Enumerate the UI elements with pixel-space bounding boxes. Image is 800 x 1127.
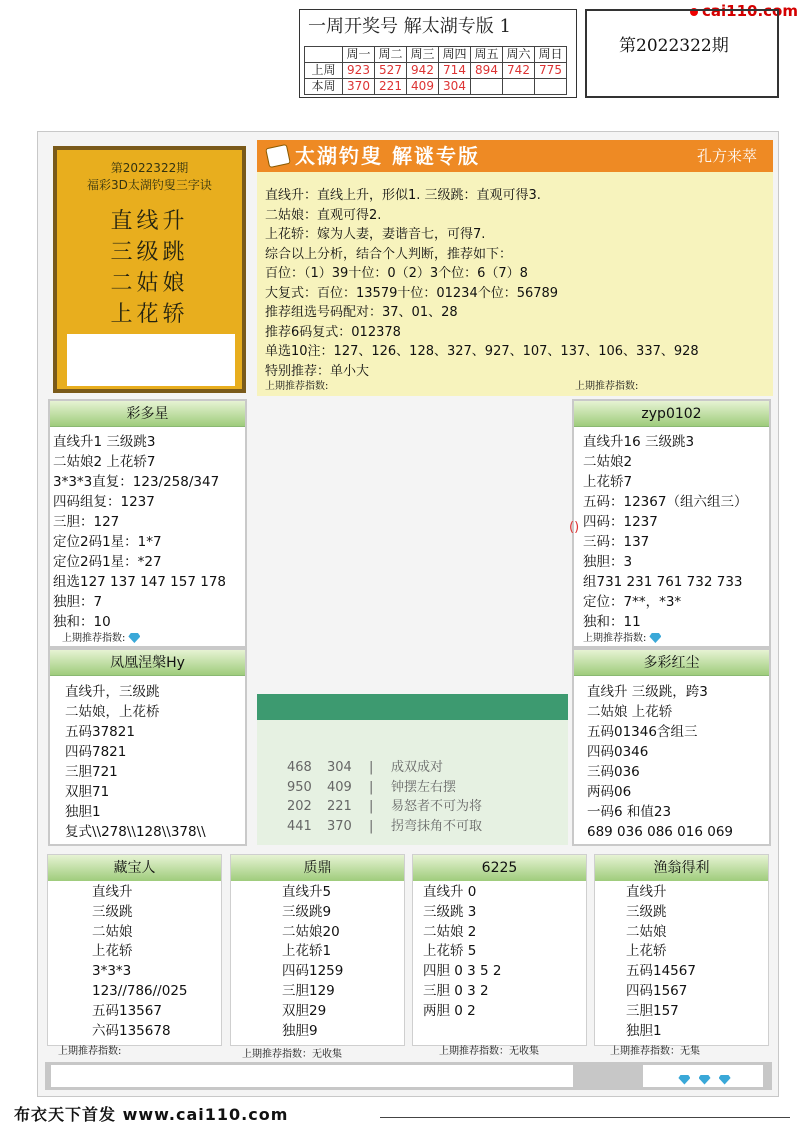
scroll-icon: [265, 144, 291, 168]
panel-line: 三码：137: [583, 534, 650, 550]
panel-line: 二姑娘 上花轿: [587, 704, 673, 720]
gold-card-line: 二姑娘: [110, 271, 189, 296]
panel-line: 直线升16 三级跳3: [583, 434, 695, 450]
main-author: 孔方来萃: [696, 147, 757, 165]
panel-line: 复式\\278\\128\\378\\: [65, 824, 206, 840]
last-week-number: 942: [407, 63, 439, 79]
main-line: 单选10注：127、126、128、327、927、107、137、106、337、928: [265, 344, 699, 359]
panel-line: 直线升: [92, 884, 133, 900]
panel-line: 直线升1 三级跳3: [53, 434, 156, 450]
panel-lines: [423, 883, 502, 1022]
panel-line: 689 036 086 016 069: [587, 824, 734, 840]
panel-lines: [626, 883, 696, 1041]
panel-note: 上期推荐指数：无收集: [242, 1049, 342, 1060]
panel-line: 独胆：3: [583, 554, 633, 570]
panel-line: 四码：1237: [583, 514, 658, 530]
panel-line: 独胆9: [282, 1022, 318, 1039]
day-header: 周一: [343, 47, 375, 63]
pair-row: 950 409 | 钟摆左右摆: [287, 779, 457, 795]
panel-line: 独胆：7: [53, 594, 103, 610]
last-week-number: 894: [471, 63, 503, 79]
panel-line: 一码6 和值23: [587, 804, 672, 820]
this-week-number: 370: [343, 79, 375, 95]
bottom-input-area: [51, 1065, 573, 1087]
panel-line: 直线升，三级跳: [65, 684, 160, 700]
gold-card-line: 三级跳: [110, 240, 189, 265]
last-week-number: 923: [343, 63, 375, 79]
panel-title: 彩多星: [50, 401, 245, 427]
panel-lines: [583, 432, 747, 632]
center-green-bar: [257, 694, 568, 720]
main-line: 上花轿：嫁为人妻，妻谐音七，可得7.: [265, 227, 486, 242]
last-week-number: 742: [503, 63, 535, 79]
main-line: 二姑娘：直观可得2.: [265, 207, 382, 223]
panel-line: 三胆129: [282, 982, 335, 999]
bottom-bar: [45, 1062, 772, 1090]
panel-lines: [53, 432, 226, 632]
weekly-draw-title: 一周开奖号 解太湖专版 1: [308, 16, 511, 37]
center-pairs-box: [257, 720, 568, 845]
weekly-draw-table: [299, 9, 577, 98]
panel-line: 四码组复：1237: [53, 494, 155, 510]
panel-line: 直线升 三级跳，跨3: [587, 684, 708, 700]
panel-line: 上花轿 5: [423, 943, 477, 960]
panel-line: 三级跳9: [282, 903, 332, 920]
panel-note: 上期推荐指数：无收集: [439, 1046, 539, 1057]
main-line: 百位：（1）39十位：0（2）3个位：6（7）8: [265, 266, 528, 281]
panel-line: 独胆1: [626, 1022, 662, 1039]
panel-line: 二姑娘: [92, 923, 133, 940]
bottom-panel-yuwengdeli: [594, 854, 769, 1057]
panel-line: 五码01346含组三: [587, 724, 698, 740]
weekly-draw-grid: [304, 46, 567, 95]
last-week-number: 714: [439, 63, 471, 79]
main-line: 大复式：百位：13579十位：01234个位：56789: [265, 285, 559, 301]
panel-line: 四胆 0 3 5 2: [423, 963, 502, 980]
main-line: 推荐6码复式：012378: [265, 324, 401, 340]
main-title: 太湖钓叟 解谜专版: [295, 144, 480, 168]
issue-box: [585, 9, 779, 98]
pairs-list: [287, 758, 482, 836]
panel-line: 四码1567: [626, 982, 688, 999]
panel-line: 定位2码1星：*27: [53, 554, 162, 570]
panel-lines: [587, 682, 733, 842]
gold-card-header: [57, 160, 242, 194]
panel-lines: [92, 883, 188, 1041]
panel-line: 定位：7**，*3*: [583, 594, 682, 610]
panel-note: 上期推荐指数：无集: [610, 1046, 700, 1057]
panel-title: 凤凰涅槃Hy: [50, 650, 245, 676]
this-week-label: 本周: [305, 79, 343, 95]
panel-line: 独胆1: [65, 804, 101, 820]
panel-line: 上花轿7: [583, 474, 633, 490]
panel-line: 定位2码1星：1*7: [53, 534, 162, 550]
main-note-right: 上期推荐指数:: [575, 381, 639, 392]
panel-line: 独和：10: [53, 614, 111, 630]
last-week-number: 527: [375, 63, 407, 79]
this-week-number: [471, 79, 503, 95]
main-line: 特别推荐：单小大: [265, 363, 370, 379]
panel-line: 三级跳 3: [423, 903, 477, 920]
main-line: 推荐组选号码配对：37、01、28: [265, 305, 458, 320]
panel-line: 123//786//025: [92, 982, 188, 999]
panel-line: 三级跳: [92, 903, 133, 920]
this-week-number: [535, 79, 567, 95]
this-week-number: [503, 79, 535, 95]
panel-note: 上期推荐指数:: [58, 1046, 122, 1057]
panel-note: 上期推荐指数:: [62, 629, 140, 644]
day-header: 周三: [407, 47, 439, 63]
panel-line: 二姑娘: [626, 923, 667, 940]
panel-line: 四码1259: [282, 963, 344, 980]
panel-title: 藏宝人: [48, 855, 221, 881]
panel-line: 双胆71: [65, 784, 110, 800]
panel-line: 3*3*3: [92, 963, 132, 980]
last-week-label: 上周: [305, 63, 343, 79]
panel-line: 三胆：127: [53, 514, 120, 530]
diamond-icon: [719, 1075, 731, 1085]
panel-line: 两胆 0 2: [423, 1002, 476, 1019]
panel-line: 两码06: [587, 784, 632, 800]
panel-lines: [65, 682, 206, 842]
gold-card-subtitle: 福彩3D太湖钓叟三字诀: [87, 178, 212, 192]
panel-line: 五码：12367（组六组三）: [583, 494, 748, 510]
main-header: [257, 140, 773, 172]
day-header: 周四: [439, 47, 471, 63]
panel-caiduoxing: [48, 399, 247, 648]
panel-line: 3*3*3直复：123/258/347: [53, 474, 220, 490]
panel-duocai: [572, 648, 771, 846]
diamond-icon: [678, 1075, 690, 1085]
gold-card-line: 直线升: [110, 209, 189, 234]
panel-line: 三胆721: [65, 764, 118, 780]
main-note-left: 上期推荐指数:: [265, 381, 329, 392]
panel-line: 直线升5: [282, 884, 332, 900]
panel-line: 四码0346: [587, 744, 649, 760]
site-url: cai110.com: [702, 2, 798, 20]
bottom-panel-cangbaoren: [47, 854, 222, 1057]
panel-title: 渔翁得利: [595, 855, 768, 881]
diamond-icon: [128, 633, 140, 643]
main-line: 直线升：直线上升，形似1. 三级跳：直观可得3.: [265, 188, 541, 203]
panel-lines: [282, 883, 343, 1041]
pair-row: 202 221 | 易怒者不可为将: [287, 799, 483, 814]
panel-line: 三胆157: [626, 1002, 679, 1019]
main-line: 综合以上分析，结合个人判断，推荐如下：: [265, 246, 513, 262]
last-week-number: 775: [535, 63, 567, 79]
panel-title: 6225: [413, 855, 586, 881]
panel-line: 二姑娘，上花桥: [65, 704, 160, 720]
panel-line: 六码135678: [92, 1022, 171, 1039]
panel-line: 二姑娘2: [583, 454, 633, 470]
red-mark: (): [569, 520, 580, 535]
panel-line: 五码37821: [65, 724, 135, 740]
panel-line: 上花轿: [626, 943, 667, 960]
day-header: 周日: [535, 47, 567, 63]
gold-card-issue: 第2022322期: [110, 161, 189, 175]
pair-row: 441 370 | 拐弯抹角不可取: [287, 818, 483, 834]
panel-line: 直线升 0: [423, 884, 477, 900]
panel-zyp0102: [572, 399, 771, 648]
panel-line: 三级跳: [626, 903, 667, 920]
panel-line: 组731 231 761 732 733: [583, 574, 743, 590]
panel-title: zyp0102: [574, 401, 769, 427]
panel-note: 上期推荐指数:: [583, 629, 661, 644]
day-header: 周六: [503, 47, 535, 63]
panel-fenghuang: [48, 648, 247, 846]
panel-line: 双胆29: [282, 1002, 327, 1019]
this-week-number: 304: [439, 79, 471, 95]
panel-line: 二姑娘20: [282, 923, 340, 940]
panel-line: 上花轿1: [282, 943, 332, 960]
gold-card: [53, 146, 246, 393]
panel-line: 直线升: [626, 884, 667, 900]
rating-gems: [643, 1065, 763, 1087]
diamond-icon: [699, 1075, 711, 1085]
main-body: [257, 172, 773, 396]
this-week-number: 409: [407, 79, 439, 95]
issue-number: 第2022322期: [619, 36, 729, 56]
footer-text: 布衣天下首发 www.cai110.com: [14, 1105, 289, 1124]
main-lines: [265, 186, 699, 381]
panel-line: 五码13567: [92, 1002, 162, 1019]
panel-line: 四码7821: [65, 744, 127, 760]
day-header: 周五: [471, 47, 503, 63]
panel-line: 三码036: [587, 764, 640, 780]
gold-card-blank: [67, 334, 235, 386]
panel-line: 五码14567: [626, 963, 696, 980]
this-week-number: 221: [375, 79, 407, 95]
footer-divider: [380, 1117, 790, 1118]
pair-row: 468 304 | 成双成对: [287, 760, 444, 775]
panel-title: 多彩红尘: [574, 650, 769, 676]
panel-line: 组选127 137 147 157 178: [53, 574, 227, 590]
diamond-icon: [649, 633, 661, 643]
day-header: 周二: [375, 47, 407, 63]
panel-line: 上花轿: [92, 943, 133, 960]
panel-title: 质鼎: [231, 855, 404, 881]
panel-line: 三胆 0 3 2: [423, 982, 489, 999]
panel-line: 独和：11: [583, 614, 641, 630]
panel-line: 二姑娘2 上花轿7: [53, 454, 156, 470]
panel-line: 二姑娘 2: [423, 923, 477, 940]
bottom-panel-6225: [412, 854, 587, 1057]
gold-card-line: 上花轿: [110, 302, 189, 327]
bottom-panel-zhiding: [230, 854, 405, 1060]
